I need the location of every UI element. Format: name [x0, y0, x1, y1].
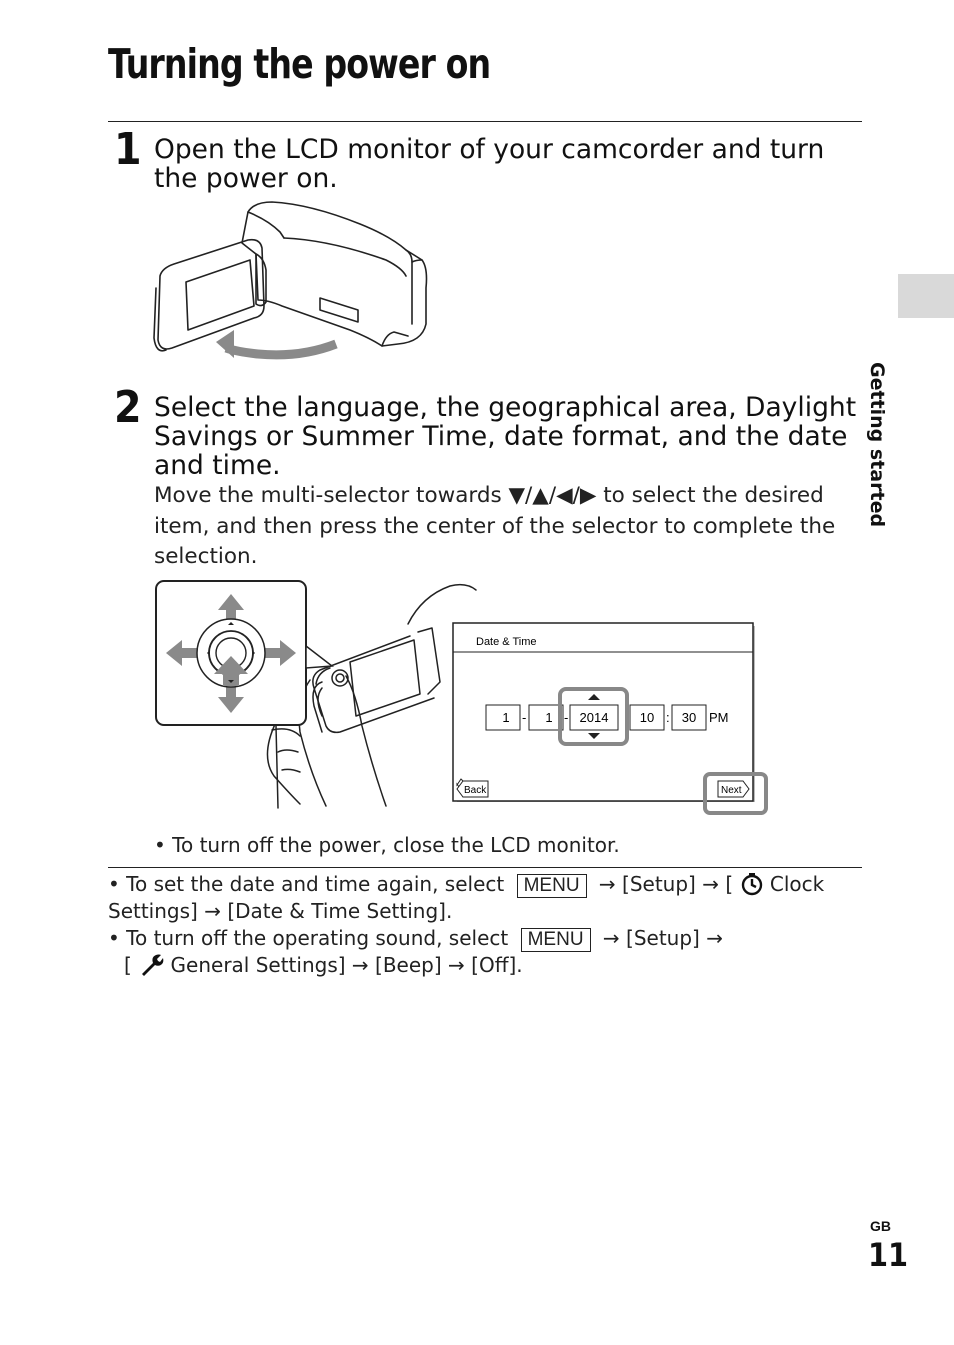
- arrow-right-icon: →: [702, 872, 719, 896]
- step-2-detail: Move the multi-selector towards ▼/▲/◀/▶ to select the desired item, and then press the center of the selector to complete the selection.: [154, 483, 836, 569]
- arrow-right-icon: →: [204, 899, 221, 923]
- tip-clock-settings: [108, 871, 868, 925]
- menu-button: MENU: [521, 928, 591, 952]
- year-field: 2014: [579, 710, 609, 725]
- region-code: GB: [870, 1218, 891, 1234]
- back-button[interactable]: [457, 779, 488, 797]
- tip-2-general-settings: General Settings]: [170, 953, 346, 977]
- date-dash-1: -: [522, 710, 527, 725]
- tip-1-date-time-setting: [Date & Time Setting].: [227, 899, 453, 923]
- ampm-field: PM: [709, 710, 729, 725]
- page-number: 11: [868, 1236, 909, 1274]
- title-rule: [108, 121, 862, 122]
- tip-2-bracket: [: [124, 953, 132, 977]
- tip-2-beep: [Beep]: [375, 953, 442, 977]
- tip-1-pre: To set the date and time again, select: [126, 872, 505, 896]
- screen-title: Date & Time: [476, 636, 537, 648]
- camcorder-open-illustration: [150, 198, 440, 360]
- section-tab-label: Getting started: [866, 362, 888, 528]
- tip-1-bullet: •: [108, 872, 120, 896]
- tip-2-setup: [Setup]: [626, 926, 700, 950]
- menu-button: MENU: [517, 874, 587, 898]
- tip-operating-sound: [108, 925, 868, 979]
- next-button-label: Next: [721, 785, 742, 796]
- time-colon: :: [666, 710, 670, 725]
- month-field: 1: [502, 710, 510, 725]
- arrow-right-icon: →: [598, 872, 616, 896]
- step-2-text: Select the language, the geographical area, Daylight Savings or Summer Time, date format, and the date and time.: [154, 392, 857, 481]
- arrow-right-icon: →: [448, 953, 465, 977]
- date-time-illustration: [150, 576, 775, 821]
- arrow-right-icon: →: [602, 926, 620, 950]
- wrench-icon: [138, 953, 164, 977]
- clock-icon: [740, 872, 764, 896]
- step-1-number: 1: [114, 124, 142, 175]
- tip-2-off: [Off].: [471, 953, 523, 977]
- tip-1-setup: [Setup]: [622, 872, 696, 896]
- minute-field: 30: [681, 710, 697, 725]
- arrow-right-icon: →: [706, 926, 723, 950]
- arrow-right-icon: →: [351, 953, 369, 977]
- tip-1-clock-settings: Clock Settings]: [108, 872, 825, 923]
- date-dash-2: -: [564, 710, 569, 725]
- step-2-number: 2: [114, 382, 142, 433]
- page-title: Turning the power on: [108, 40, 491, 88]
- tip-2-pre: To turn off the operating sound, select: [126, 926, 509, 950]
- next-button[interactable]: [718, 781, 749, 797]
- tip-2-bullet: •: [108, 926, 120, 950]
- notes-rule: [108, 867, 862, 868]
- back-button-label: Back: [464, 785, 487, 796]
- power-off-note: • To turn off the power, close the LCD monitor.: [154, 833, 620, 857]
- hour-field: 10: [639, 710, 655, 725]
- section-tab-marker: [898, 274, 954, 318]
- step-1-text: Open the LCD monitor of your camcorder and turn the power on.: [154, 134, 825, 194]
- day-field: 1: [545, 710, 553, 725]
- tip-1-bracket: [: [725, 872, 734, 896]
